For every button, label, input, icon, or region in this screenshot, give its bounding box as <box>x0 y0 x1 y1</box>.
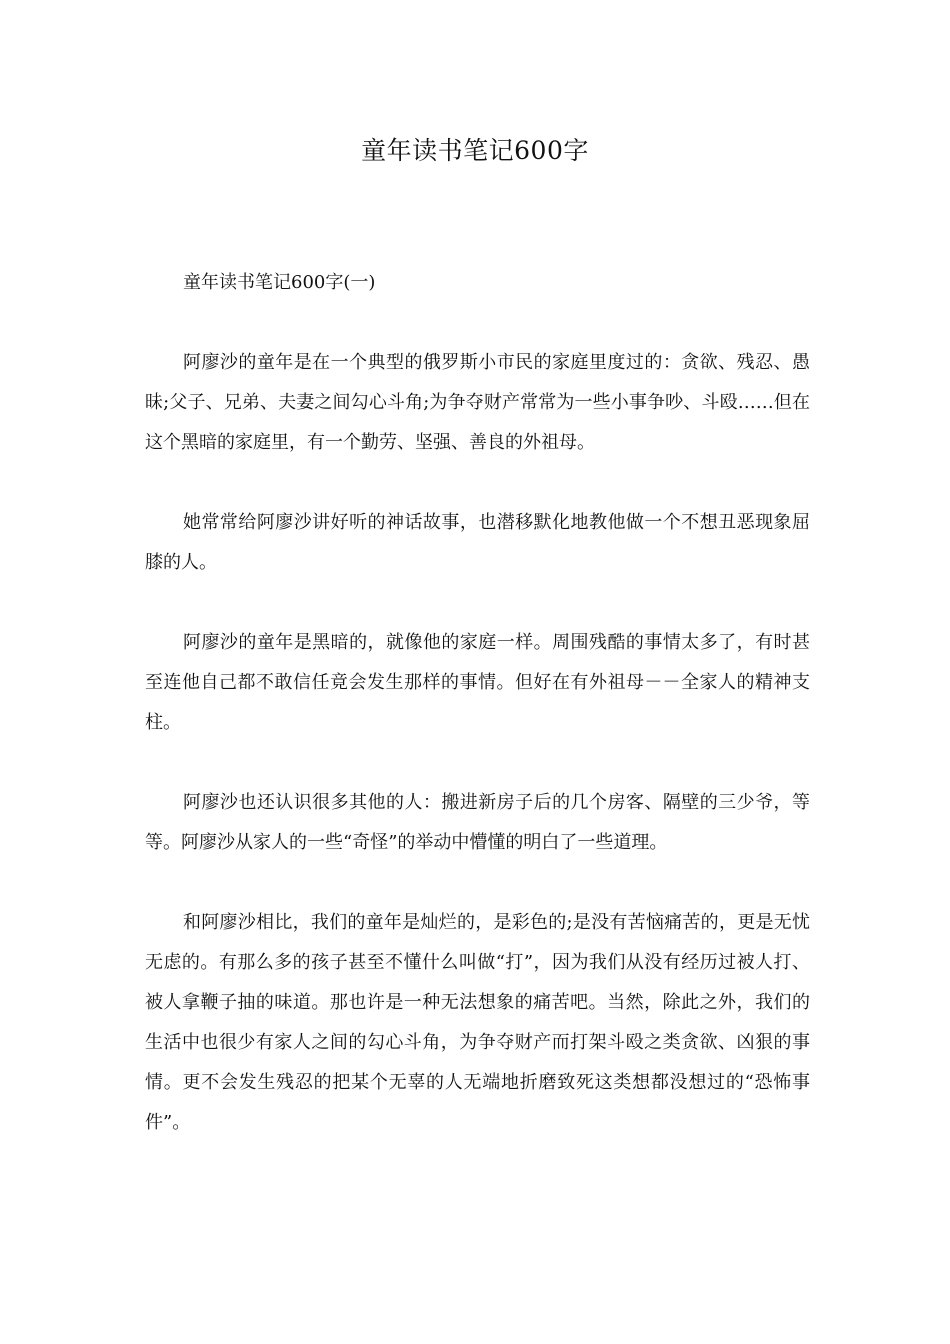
document-title: 童年读书笔记600字 <box>361 136 589 165</box>
paragraph-3: 阿廖沙的童年是黑暗的，就像他的家庭一样。周围残酷的事情太多了，有时甚至连他自己都不敢信任竟会发生那样的事情。但好在有外祖母－－全家人的精神支柱。 <box>145 632 810 733</box>
paragraph-4: 阿廖沙也还认识很多其他的人：搬进新房子后的几个房客、隔壁的三少爷，等等。阿廖沙从家人的一些“奇怪”的举动中懵懂的明白了一些道理。 <box>145 792 810 853</box>
paragraph-2: 她常常给阿廖沙讲好听的神话故事，也潜移默化地教他做一个不想丑恶现象屈膝的人。 <box>145 512 810 573</box>
section-heading: 童年读书笔记600字(一) <box>183 272 376 293</box>
document-body <box>145 263 810 1183</box>
paragraph-1: 阿廖沙的童年是在一个典型的俄罗斯小市民的家庭里度过的：贪欲、残忍、愚昧;父子、兄弟、夫妻之间勾心斗角;为争夺财产常常为一些小事争吵、斗殴……但在这个黑暗的家庭里，有一个勤劳、坚强、善良的外祖母。 <box>145 352 810 453</box>
paragraph-5: 和阿廖沙相比，我们的童年是灿烂的，是彩色的;是没有苦恼痛苦的，更是无忧无虑的。有那么多的孩子甚至不懂什么叫做“打”，因为我们从没有经历过被人打、被人拿鞭子抽的味道。那也许是一种无法想象的痛苦吧。当然，除此之外，我们的生活中也很少有家人之间的勾心斗角，为争夺财产而打架斗殴之类贪欲、凶狠的事情。更不会发生残忍的把某个无辜的人无端地折磨致死这类想都没想过的“恐怖事件”。 <box>145 912 810 1133</box>
